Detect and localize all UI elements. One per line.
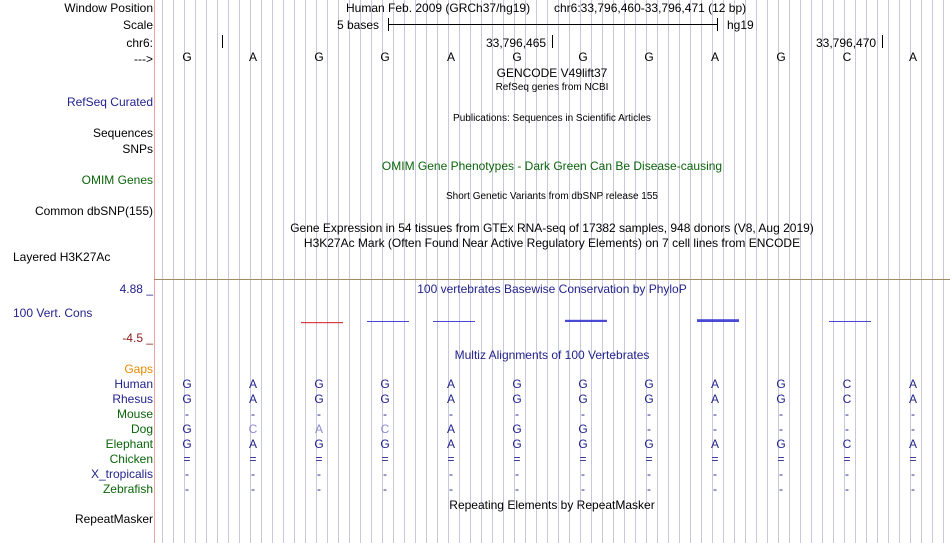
alignment-base: - (647, 467, 651, 481)
reference-base: C (842, 50, 852, 64)
phylop-title: 100 vertebrates Basewise Conservation by PhyloP (417, 282, 687, 296)
multiz-title: Multiz Alignments of 100 Vertebrates (454, 348, 650, 362)
h3k27ac-track-label[interactable]: Layered H3K27Ac (13, 250, 111, 264)
alignment-base: A (446, 437, 456, 451)
alignment-base: A (446, 377, 456, 391)
alignment-base: G (512, 422, 522, 436)
species-label: Elephant (105, 437, 153, 451)
alignment-base: = (513, 452, 521, 466)
alignment-base: = (315, 452, 323, 466)
alignment-base: - (383, 407, 387, 421)
alignment-base: - (647, 407, 651, 421)
scale-label: Scale (122, 18, 153, 32)
alignment-base: A (908, 392, 918, 406)
alignment-base: G (776, 437, 786, 451)
alignment-base: = (645, 452, 653, 466)
alignment-base: - (581, 407, 585, 421)
alignment-base: G (314, 377, 324, 391)
strand-label: ---> (134, 52, 153, 66)
alignment-base: G (578, 392, 588, 406)
alignment-base: - (779, 422, 783, 436)
alignment-base: G (182, 437, 192, 451)
alignment-base: G (314, 392, 324, 406)
alignment-base: - (911, 482, 915, 496)
alignment-base: = (447, 452, 455, 466)
reference-base: A (248, 50, 258, 64)
reference-base: G (380, 50, 390, 64)
alignment-base: G (182, 392, 192, 406)
coordinate-1: 33,796,465 (486, 36, 547, 50)
alignment-base: - (713, 482, 717, 496)
alignment-base: G (776, 377, 786, 391)
repeatmasker-track-label[interactable]: RepeatMasker (74, 512, 153, 526)
alignment-base: = (843, 452, 851, 466)
alignment-base: - (449, 467, 453, 481)
alignment-base: - (185, 482, 189, 496)
alignment-base: G (380, 437, 390, 451)
reference-base: G (314, 50, 324, 64)
scale-db: hg19 (727, 18, 754, 32)
alignment-base: G (578, 377, 588, 391)
position-text: chr6:33,796,460-33,796,471 (12 bp) (554, 1, 747, 15)
phylop-max-label: 4.88 _ (119, 282, 153, 296)
alignment-base: - (647, 482, 651, 496)
alignment-base: G (512, 437, 522, 451)
alignment-base: - (845, 422, 849, 436)
alignment-base: G (512, 377, 522, 391)
alignment-base: G (578, 422, 588, 436)
phylop-mark (697, 319, 739, 322)
alignment-base: - (647, 422, 651, 436)
alignment-base: C (842, 377, 852, 391)
alignment-base: G (380, 377, 390, 391)
refseq-track-label[interactable]: RefSeq Curated (66, 95, 153, 109)
alignment-base: - (383, 467, 387, 481)
alignment-base: G (380, 392, 390, 406)
species-label: Chicken (109, 452, 153, 466)
refseq-title: RefSeq genes from NCBI (495, 82, 609, 93)
coordinate-2: 33,796,470 (816, 36, 877, 50)
alignment-base: = (183, 452, 191, 466)
alignment-base: - (779, 467, 783, 481)
alignment-base: C (842, 392, 852, 406)
species-label: Rhesus (112, 392, 153, 406)
alignment-base: A (314, 422, 324, 436)
reference-base: G (512, 50, 522, 64)
alignment-base: A (908, 377, 918, 391)
alignment-base: G (182, 422, 192, 436)
reference-base: A (446, 50, 456, 64)
species-label: Zebrafish (102, 482, 153, 496)
alignment-base: C (380, 422, 390, 436)
alignment-base: - (911, 407, 915, 421)
species-label: Human (114, 377, 153, 391)
scale-text: 5 bases (337, 18, 380, 32)
phylop-mark (301, 322, 343, 323)
alignment-base: - (515, 467, 519, 481)
gaps-label: Gaps (124, 362, 153, 376)
gencode-title[interactable]: GENCODE V49lift37 (496, 66, 608, 80)
assembly-text: Human Feb. 2009 (GRCh37/hg19) (346, 1, 531, 15)
h3k27ac-title: H3K27Ac Mark (Often Found Near Active Regulatory Elements) on 7 cell lines from ENCODE (303, 236, 801, 250)
alignment-base: - (845, 467, 849, 481)
alignment-base: - (581, 482, 585, 496)
alignment-base: = (579, 452, 587, 466)
alignment-base: - (449, 482, 453, 496)
alignment-base: - (317, 482, 321, 496)
species-label: Dog (130, 422, 153, 436)
phylop-mark (433, 321, 475, 322)
alignment-base: - (713, 422, 717, 436)
alignment-base: = (381, 452, 389, 466)
alignment-base: - (845, 482, 849, 496)
alignment-base: C (248, 422, 258, 436)
phylop-mark (367, 321, 409, 322)
dbsnp-track-label[interactable]: Common dbSNP(155) (34, 204, 153, 218)
snps-track-label[interactable]: SNPs (122, 142, 153, 156)
alignment-base: - (251, 407, 255, 421)
reference-base: A (908, 50, 918, 64)
alignment-base: - (845, 407, 849, 421)
alignment-base: C (842, 437, 852, 451)
alignment-base: - (911, 422, 915, 436)
alignment-base: A (710, 377, 720, 391)
alignment-base: - (911, 467, 915, 481)
repeatmasker-title: Repeating Elements by RepeatMasker (449, 498, 655, 512)
sequences-track-label[interactable]: Sequences (92, 126, 153, 140)
reference-base: A (710, 50, 720, 64)
alignment-base: G (776, 392, 786, 406)
alignment-base: G (182, 377, 192, 391)
alignment-base: A (446, 422, 456, 436)
alignment-base: = (249, 452, 257, 466)
chromosome-label: chr6: (126, 36, 153, 50)
alignment-base: A (710, 392, 720, 406)
alignment-base: - (515, 407, 519, 421)
alignment-base: - (251, 467, 255, 481)
reference-base: G (644, 50, 654, 64)
reference-base: G (182, 50, 192, 64)
dbsnp-title: Short Genetic Variants from dbSNP release 155 (446, 191, 658, 202)
alignment-base: G (578, 437, 588, 451)
phylop-mark (565, 320, 607, 322)
alignment-base: G (644, 392, 654, 406)
alignment-base: - (779, 482, 783, 496)
alignment-base: A (710, 437, 720, 451)
alignment-base: A (248, 392, 258, 406)
alignment-base: - (383, 482, 387, 496)
publications-title: Publications: Sequences in Scientific Articles (453, 113, 651, 124)
alignment-base: A (248, 437, 258, 451)
phylop-min-label: -4.5 _ (122, 331, 153, 345)
phylop-mark (829, 321, 871, 322)
alignment-base: A (908, 437, 918, 451)
alignment-base: = (711, 452, 719, 466)
reference-base: G (776, 50, 786, 64)
conservation-track-label[interactable]: 100 Vert. Cons (13, 306, 93, 320)
omim-title: OMIM Gene Phenotypes - Dark Green Can Be Disease-causing (381, 159, 723, 173)
alignment-base: - (581, 467, 585, 481)
reference-base: G (578, 50, 588, 64)
alignment-base: - (713, 407, 717, 421)
alignment-base: - (515, 482, 519, 496)
alignment-base: - (251, 482, 255, 496)
alignment-base: A (248, 377, 258, 391)
alignment-base: = (777, 452, 785, 466)
window-position-label: Window Position (64, 1, 153, 15)
alignment-base: - (185, 467, 189, 481)
alignment-base: G (314, 437, 324, 451)
alignment-base: A (446, 392, 456, 406)
alignment-base: - (185, 407, 189, 421)
alignment-base: - (449, 407, 453, 421)
species-label: X_tropicalis (90, 467, 153, 481)
alignment-base: G (512, 392, 522, 406)
alignment-base: G (644, 377, 654, 391)
species-label: Mouse (116, 407, 153, 421)
alignment-base: - (779, 407, 783, 421)
omim-track-label[interactable]: OMIM Genes (81, 173, 153, 187)
alignment-base: G (644, 437, 654, 451)
alignment-base: - (317, 467, 321, 481)
alignment-base: = (909, 452, 917, 466)
alignment-base: - (317, 407, 321, 421)
gtex-title: Gene Expression in 54 tissues from GTEx RNA-seq of 17382 samples, 948 donors (V8, Aug 2019) (290, 221, 814, 235)
alignment-base: - (713, 467, 717, 481)
